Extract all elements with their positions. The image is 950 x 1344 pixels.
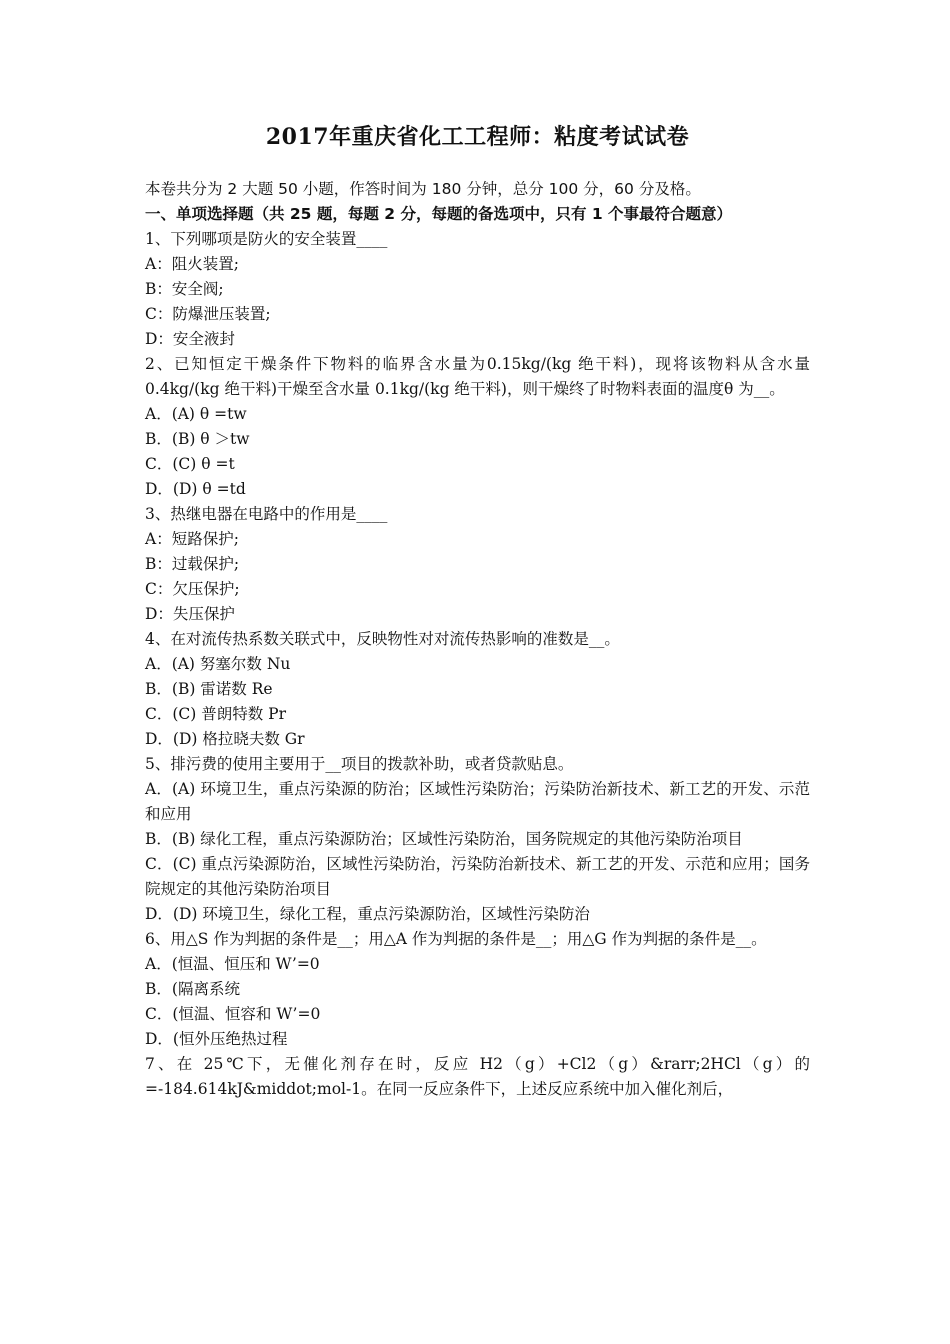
- question-stem: 1、下列哪项是防火的安全装置____: [145, 230, 388, 248]
- answer-option: B．(隔离系统: [145, 980, 240, 998]
- answer-option: B．(B) θ ＞tw: [145, 430, 250, 448]
- answer-option: D．(D) 环境卫生，绿化工程，重点污染源防治，区域性污染防治: [145, 905, 590, 923]
- answer-option: A．(恒温、恒压和 W’=0: [145, 955, 320, 973]
- answer-option: D．(恒外压绝热过程: [145, 1030, 288, 1048]
- question-stem: 5、排污费的使用主要用于__项目的拨款补助，或者贷款贴息。: [145, 755, 574, 773]
- question-list: [145, 227, 810, 1102]
- answer-option: A：阻火装置;: [145, 255, 239, 273]
- answer-option: D：失压保护: [145, 605, 235, 623]
- answer-option: C．(C) 普朗特数 Pr: [145, 705, 287, 723]
- answer-option: D：安全液封: [145, 330, 235, 348]
- question-stem: 6、用△S 作为判据的条件是__；用△A 作为判据的条件是__；用△G 作为判据的条件是__。: [145, 930, 767, 948]
- answer-option: D．(D) θ =td: [145, 480, 246, 498]
- answer-option: C．(C) θ =t: [145, 455, 235, 473]
- question-stem: 4、在对流传热系数关联式中，反映物性对对流传热影响的准数是__。: [145, 630, 620, 648]
- answer-option: C：防爆泄压装置;: [145, 305, 271, 323]
- answer-option: C：欠压保护;: [145, 580, 240, 598]
- section-heading: 一、单项选择题（共 25 题，每题 2 分，每题的备选项中，只有 1 个事最符合题意）: [145, 205, 733, 223]
- question-stem: 2、已知恒定干燥条件下物料的临界含水量为0.15kg/(kg 绝干料)，现将该物料从含水量 0.4kg/(kg 绝干料)干燥至含水量 0.1kg/(kg 绝干料)，则干燥终了时物料表面的温度θ 为__。: [145, 355, 810, 398]
- answer-option: A：短路保护;: [145, 530, 239, 548]
- document-page: [145, 120, 810, 1102]
- answer-option: C．(恒温、恒容和 W’=0: [145, 1005, 321, 1023]
- answer-option: A．(A) θ =tw: [145, 405, 247, 423]
- answer-option: B：过载保护;: [145, 555, 240, 573]
- answer-option: B．(B) 绿化工程，重点污染源防治；区域性污染防治，国务院规定的其他污染防治项目: [145, 830, 743, 848]
- answer-option: B：安全阀;: [145, 280, 224, 298]
- exam-intro: 本卷共分为 2 大题 50 小题，作答时间为 180 分钟，总分 100 分，60 分及格。: [145, 180, 701, 198]
- answer-option: D．(D) 格拉晓夫数 Gr: [145, 730, 305, 748]
- document-title: 2017年重庆省化工工程师：粘度考试试卷: [265, 124, 690, 150]
- answer-option: A．(A) 努塞尔数 Nu: [145, 655, 291, 673]
- answer-option: C．(C) 重点污染源防治，区域性污染防治，污染防治新技术、新工艺的开发、示范和应用；国务院规定的其他污染防治项目: [145, 855, 810, 898]
- answer-option: B．(B) 雷诺数 Re: [145, 680, 273, 698]
- answer-option: A．(A) 环境卫生，重点污染源的防治；区域性污染防治；污染防治新技术、新工艺的开发、示范和应用: [145, 780, 810, 823]
- question-stem: 3、热继电器在电路中的作用是____: [145, 505, 388, 523]
- question-stem: 7、在 25℃下，无催化剂存在时，反应 H2（g）+Cl2（g）&rarr;2HCl（g）的=-184.614kJ&middot;mol-1。在同一反应条件下，上述反应系统中加入催化剂后，: [145, 1055, 810, 1098]
